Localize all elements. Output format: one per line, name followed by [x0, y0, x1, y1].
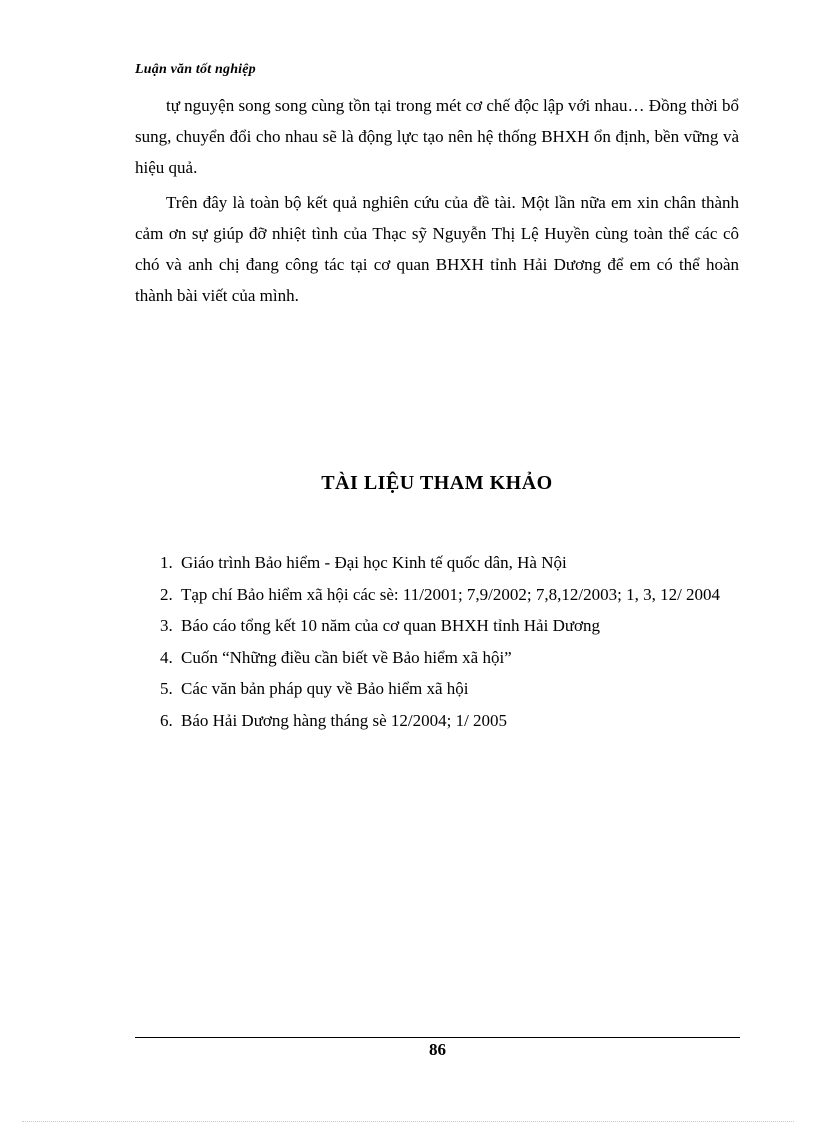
body-paragraph-2 — [135, 187, 739, 311]
reference-item — [160, 579, 740, 611]
reference-item — [160, 642, 740, 674]
running-header: Luận văn tốt nghiệp — [135, 62, 256, 77]
reference-item — [160, 610, 740, 642]
reference-text: Báo Hải Dương hàng tháng sè 12/2004; 1/ 2005 — [181, 710, 508, 730]
reference-text: Cuốn “Những điều cần biết về Bảo hiểm xã hội” — [181, 647, 512, 667]
reference-text: Các văn bản pháp quy về Bảo hiểm xã hội — [181, 679, 469, 698]
footer-divider — [135, 1037, 740, 1038]
reference-number: 1. — [160, 553, 173, 572]
reference-text: Báo cáo tổng kết 10 năm của cơ quan BHXH tỉnh Hải Dương — [181, 616, 601, 635]
reference-item — [160, 705, 740, 737]
reference-number: 3. — [160, 616, 173, 635]
paragraph-text: tự nguyện song song cùng tồn tại trong mét cơ chế độc lập với nhau… Đồng thời bổ sung, chuyển đổi cho nhau sẽ là động lực tạo nên hệ thống BHXH ổn định, bền vững và hiệu quả. — [135, 96, 740, 177]
reference-text: Tạp chí Bảo hiểm xã hội các sè: 11/2001; 7,9/2002; 7,8,12/2003; 1, 3, 12/ 2004 — [181, 584, 721, 604]
references-list — [160, 547, 740, 736]
reference-number: 4. — [160, 647, 173, 667]
paragraph-text: Trên đây là toàn bộ kết quả nghiên cứu của đề tài. Một lần nữa em xin chân thành cảm ơn sự giúp đỡ nhiệt tình của Thạc sỹ Nguyễn Thị Lệ Huyền cùng toàn thể các cô chó và anh chị đang công tác tại cơ quan BHXH tỉnh Hải Dương để em có thể hoàn thành bài viết của mình. — [135, 193, 739, 305]
reference-number: 2. — [160, 584, 173, 604]
page-number: 86 — [429, 1040, 446, 1059]
body-paragraph-1 — [135, 90, 739, 183]
reference-number: 6. — [160, 710, 173, 730]
reference-item — [160, 673, 740, 705]
reference-number: 5. — [160, 679, 173, 698]
reference-item — [160, 547, 740, 579]
page-bottom-edge — [22, 1121, 794, 1122]
reference-text: Giáo trình Bảo hiểm - Đại học Kinh tế quốc dân, Hà Nội — [181, 553, 567, 572]
references-title: TÀI LIỆU THAM KHẢO — [321, 472, 553, 494]
